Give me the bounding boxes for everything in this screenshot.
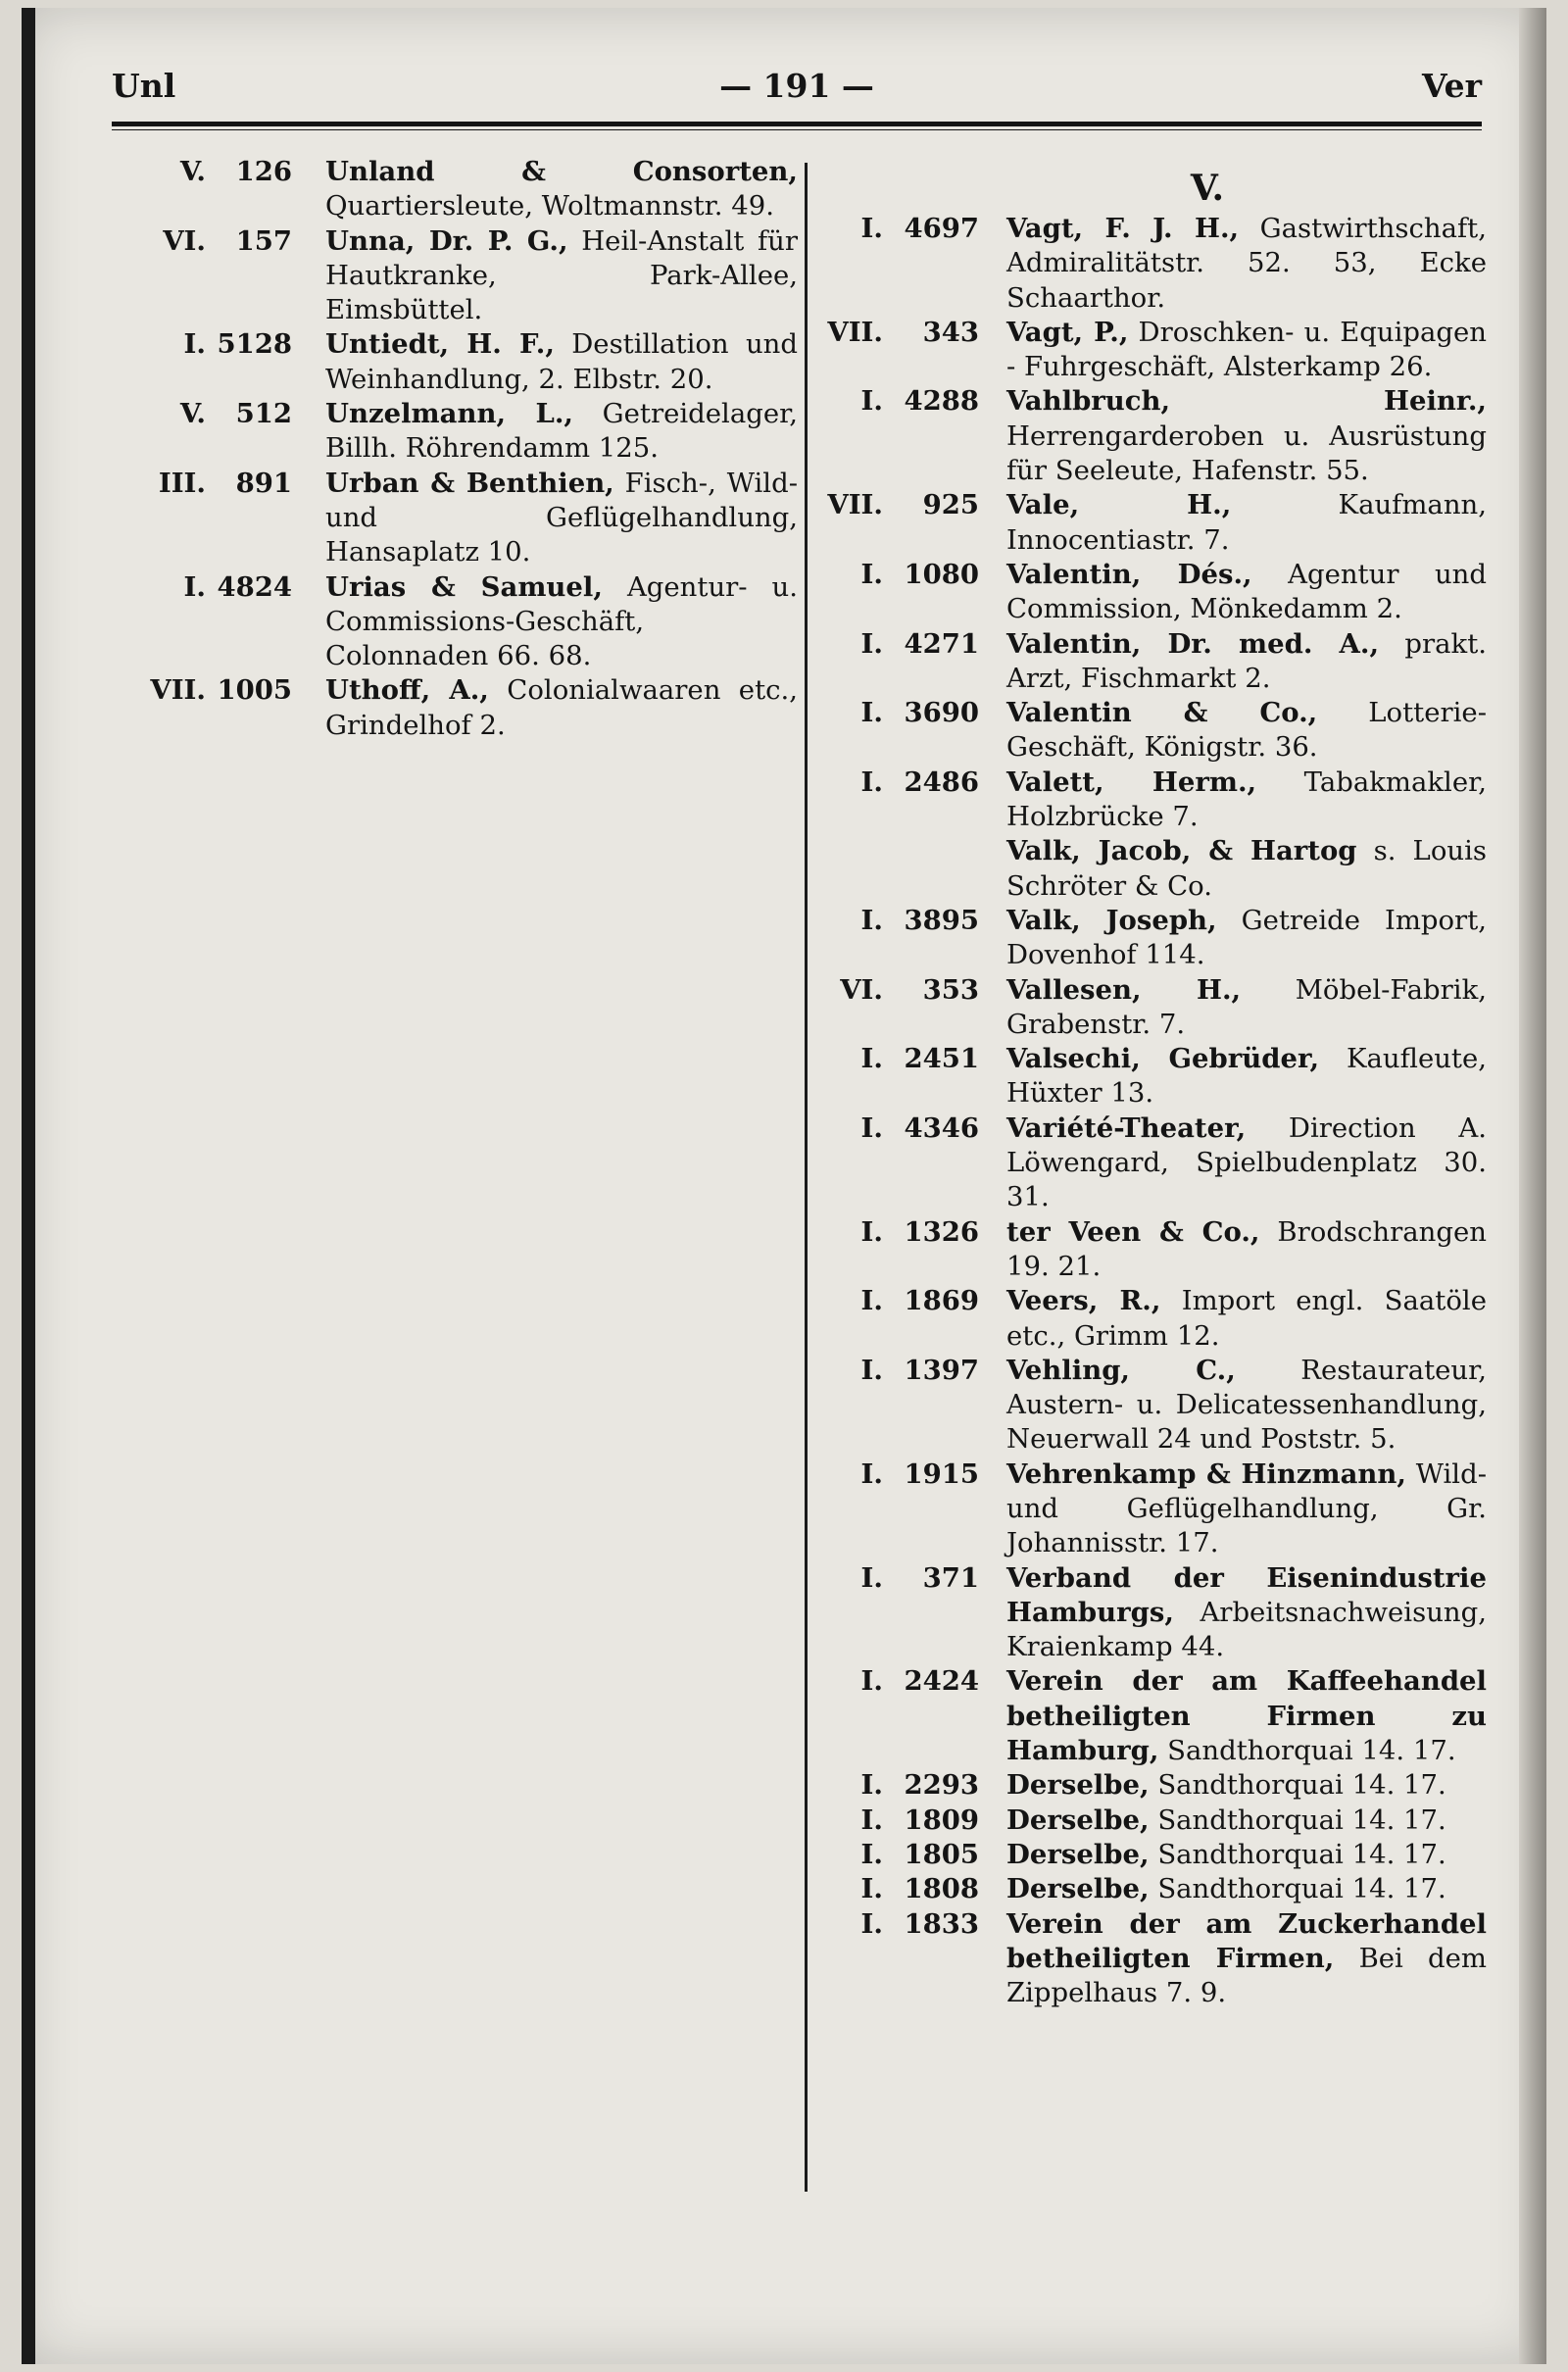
directory-entry (820, 1112, 1487, 1215)
entry-details: Colonialwaaren etc., Grindelhof 2. (325, 674, 799, 741)
directory-entry (820, 1804, 1487, 1838)
entry-number: 4697 (904, 213, 979, 244)
entry-text (1006, 904, 1487, 973)
entry-name: Vagt, F. J. H., (1006, 213, 1240, 244)
entry-text (1006, 1561, 1487, 1665)
directory-entry (820, 1458, 1487, 1561)
directory-entry (820, 1561, 1487, 1665)
entry-district: I. (860, 1769, 883, 1802)
entry-text (1006, 973, 1487, 1043)
entry-text (1006, 1768, 1487, 1803)
directory-entry (820, 834, 1487, 904)
entry-text (325, 224, 798, 328)
entry-text (1006, 1838, 1487, 1872)
entry-details: Destillation und Weinhandlung, 2. Elbstr. 20. (325, 328, 798, 395)
directory-entry (112, 570, 798, 674)
entry-district: I. (860, 1907, 883, 1940)
directory-entry (820, 766, 1487, 835)
directory-entry (820, 1042, 1487, 1112)
entry-number: 1915 (904, 1458, 979, 1490)
entry-details: Getreide Import, Dovenhof 114. (1006, 904, 1487, 971)
directory-entry (112, 467, 798, 570)
entry-text (1006, 627, 1487, 697)
directory-entry (112, 327, 798, 397)
entry-number: 1326 (904, 1215, 979, 1248)
entry-text (1006, 1907, 1487, 2011)
entry-text (1006, 1042, 1487, 1112)
entry-name: Valentin, Dés., (1006, 558, 1252, 590)
section-letter: V. (1190, 168, 1225, 209)
entry-details: Bei dem Zippelhaus 7. 9. (1006, 1942, 1488, 2009)
entry-district: VII. (827, 489, 883, 521)
entry-district: I. (860, 627, 883, 660)
entry-number: 1809 (904, 1804, 979, 1836)
entry-text (325, 570, 798, 674)
page-outer-edge (1519, 8, 1546, 2364)
entry-details: Fisch-, Wild- und Geflügelhandlung, Hansaplatz 10. (325, 467, 798, 568)
entry-details: Kaufleute, Hüxter 13. (1006, 1043, 1487, 1110)
entry-name: Vagt, P., (1006, 316, 1129, 348)
entry-district: I. (860, 697, 883, 729)
directory-entry (112, 155, 798, 224)
page-header (112, 67, 1482, 116)
entry-text (1006, 766, 1487, 835)
entry-details: Arbeitsnachweisung, Kraienkamp 44. (1006, 1596, 1487, 1663)
entry-district: I. (860, 1838, 883, 1870)
entry-text (325, 155, 798, 224)
entry-details: Import engl. Saatöle etc., Grimm 12. (1006, 1285, 1487, 1352)
entry-text (1006, 1458, 1487, 1561)
entry-details: Herrengarderoben u. Ausrüstung für Seeleute, Hafenstr. 55. (1006, 420, 1487, 487)
entry-district: VII. (150, 674, 206, 707)
right-column (820, 155, 1487, 2010)
header-left-keyword: Unl (112, 67, 176, 105)
entry-name: Derselbe, (1006, 1838, 1150, 1870)
entry-district: V. (179, 398, 206, 430)
entry-details: Sandthorquai 14. 17. (1157, 1873, 1446, 1905)
entry-details: Getreidelager, Billh. Röhrendamm 125. (325, 398, 798, 465)
directory-entry (820, 1872, 1487, 1906)
entry-district: I. (183, 328, 206, 361)
entry-text (1006, 1284, 1487, 1354)
entry-number: 157 (235, 224, 292, 257)
entry-name: Veers, R., (1006, 1285, 1161, 1317)
entry-name: Verein der am Kaffeehandel betheiligten Firmen zu Hamburg, (1006, 1665, 1487, 1767)
entry-details: s. Louis Schröter & Co. (1006, 835, 1487, 902)
entry-details: Sandthorquai 14. 17. (1157, 1769, 1446, 1802)
entry-number: 891 (235, 467, 292, 499)
entry-name: Uthoff, A., (325, 674, 489, 707)
entry-name: Derselbe, (1006, 1769, 1150, 1802)
column-divider (805, 163, 808, 2192)
entry-number: 1080 (904, 558, 979, 590)
entry-number: 1808 (904, 1873, 979, 1905)
directory-entry (820, 1907, 1487, 2011)
entry-number: 126 (235, 156, 292, 187)
entry-name: Valentin, Dr. med. A., (1006, 627, 1380, 660)
entry-name: Derselbe, (1006, 1804, 1150, 1836)
entry-name: Derselbe, (1006, 1873, 1150, 1905)
entry-details: Direction A. Löwengard, Spielbudenplatz 30. 31. (1006, 1112, 1487, 1213)
page-number: — 191 — (719, 67, 874, 105)
entry-district: I. (860, 385, 883, 418)
entry-details: Restaurateur, Austern- u. Delicatessenhandlung, Neuerwall 24 und Poststr. 5. (1006, 1354, 1487, 1456)
entry-details: Heil-Anstalt für Hautkranke, Park-Allee, Eimsbüttel. (325, 224, 798, 326)
entry-name: Vale, H., (1006, 489, 1232, 521)
entry-district: VI. (840, 973, 883, 1006)
entry-number: 2424 (904, 1665, 979, 1698)
entry-district: I. (860, 1873, 883, 1905)
entry-details: prakt. Arzt, Fischmarkt 2. (1006, 627, 1487, 694)
entry-district: I. (860, 1354, 883, 1386)
entry-number: 4271 (904, 627, 979, 660)
entry-text (1006, 1804, 1487, 1838)
entry-text (1006, 212, 1487, 316)
directory-entry (112, 397, 798, 467)
entry-name: Urias & Samuel, (325, 570, 603, 603)
page-binding-edge (22, 8, 35, 2364)
directory-entry (820, 488, 1487, 558)
entry-district: I. (860, 1804, 883, 1836)
directory-entry (820, 558, 1487, 627)
header-rule (112, 122, 1482, 126)
entry-number: 1833 (904, 1907, 979, 1940)
entry-district: I. (860, 213, 883, 244)
entry-number: 1869 (904, 1285, 979, 1317)
directory-entry (820, 1768, 1487, 1803)
entry-details: Tabakmakler, Holzbrücke 7. (1006, 766, 1487, 833)
entry-number: 2451 (904, 1043, 979, 1075)
entry-name: Vehling, C., (1006, 1354, 1236, 1386)
entry-number: 1005 (217, 674, 292, 707)
entry-district: I. (860, 1215, 883, 1248)
entry-name: Valk, Joseph, (1006, 904, 1217, 936)
entry-name: Unzelmann, L., (325, 398, 573, 430)
entry-district: I. (860, 1561, 883, 1594)
entry-details: Brodschrangen 19. 21. (1006, 1215, 1487, 1282)
entry-details: Droschken- u. Equipagen - Fuhrgeschäft, Alsterkamp 26. (1006, 316, 1487, 383)
entry-name: Untiedt, H. F., (325, 328, 555, 361)
entry-number: 3690 (904, 697, 979, 729)
entry-name: Verein der am Zuckerhandel betheiligten Firmen, (1006, 1907, 1487, 1974)
entry-text (1006, 1664, 1487, 1768)
entry-number: 2293 (904, 1769, 979, 1802)
entry-district: V. (179, 156, 206, 187)
entry-text (1006, 1215, 1487, 1285)
header-rule-thin (112, 129, 1482, 130)
directory-entry (820, 627, 1487, 697)
entry-name: Valk, Jacob, & Hartog (1006, 835, 1357, 867)
entry-name: Unna, Dr. P. G., (325, 224, 568, 257)
entry-details: Lotterie-Geschäft, Königstr. 36. (1006, 697, 1487, 764)
entry-name: ter Veen & Co., (1006, 1215, 1260, 1248)
directory-entry (820, 696, 1487, 766)
entry-name: Valentin & Co., (1006, 697, 1318, 729)
entry-name: Vallesen, H., (1006, 973, 1242, 1006)
entry-text (1006, 316, 1487, 385)
entry-number: 3895 (904, 904, 979, 936)
entry-name: Valett, Herm., (1006, 766, 1257, 798)
entry-district: I. (860, 766, 883, 798)
entry-district: III. (158, 467, 206, 499)
directory-page (22, 8, 1546, 2364)
entry-name: Valsechi, Gebrüder, (1006, 1043, 1320, 1075)
entry-number: 5128 (217, 328, 292, 361)
entry-number: 371 (922, 1561, 979, 1594)
entry-text (1006, 1872, 1487, 1906)
directory-entry (820, 212, 1487, 316)
entry-details: Agentur und Commission, Mönkedamm 2. (1006, 558, 1487, 625)
entry-details: Quartiersleute, Woltmannstr. 49. (325, 190, 774, 222)
entry-district: I. (860, 904, 883, 936)
entry-district: VI. (163, 224, 206, 257)
entry-number: 343 (922, 316, 979, 348)
directory-entry (820, 316, 1487, 385)
entry-text (325, 467, 798, 570)
entry-details: Kaufmann, Innocentiastr. 7. (1006, 489, 1487, 556)
entry-number: 1397 (904, 1354, 979, 1386)
entry-details: Möbel-Fabrik, Grabenstr. 7. (1006, 973, 1487, 1040)
directory-entry (820, 1215, 1487, 1285)
directory-entry (112, 673, 798, 743)
entry-number: 353 (922, 973, 979, 1006)
entry-name: Vehrenkamp & Hinzmann, (1006, 1458, 1406, 1490)
entry-number: 2486 (904, 766, 979, 798)
entry-details: Gastwirthschaft, Admiralitätstr. 52. 53, Ecke Schaarthor. (1006, 213, 1487, 314)
left-column (112, 155, 798, 743)
entry-details: Sandthorquai 14. 17. (1167, 1735, 1456, 1767)
entry-number: 512 (235, 398, 292, 430)
entry-text (1006, 1112, 1487, 1215)
entry-text (1006, 558, 1487, 627)
entry-text (325, 673, 798, 743)
entry-details: Wild- und Geflügelhandlung, Gr. Johannisstr. 17. (1006, 1458, 1487, 1559)
directory-entry (820, 1664, 1487, 1768)
entry-text (1006, 1354, 1487, 1458)
directory-entry (820, 973, 1487, 1043)
entry-text (1006, 488, 1487, 558)
entry-name: Urban & Benthien, (325, 467, 614, 499)
directory-entry (820, 1354, 1487, 1458)
entry-details: Sandthorquai 14. 17. (1157, 1804, 1446, 1836)
entry-text (1006, 834, 1487, 904)
entry-number: 4824 (217, 570, 292, 603)
entry-district: VII. (827, 316, 883, 348)
directory-entry (820, 384, 1487, 488)
entry-district: I. (860, 1043, 883, 1075)
right-entry-list (820, 212, 1487, 2010)
entry-name: Unland & Consorten, (325, 156, 798, 187)
entry-district: I. (860, 1285, 883, 1317)
header-right-keyword: Ver (1422, 67, 1482, 105)
directory-entry (820, 1838, 1487, 1872)
entry-text (325, 327, 798, 397)
entry-name: Verband der Eisenindustrie Hamburgs, (1006, 1561, 1487, 1628)
entry-details: Sandthorquai 14. 17. (1157, 1838, 1446, 1870)
entry-text (1006, 696, 1487, 766)
entry-name: Vahlbruch, Heinr., (1006, 385, 1487, 418)
entry-district: I. (860, 1665, 883, 1698)
entry-number: 925 (922, 489, 979, 521)
directory-entry (820, 1284, 1487, 1354)
entry-number: 4288 (904, 385, 979, 418)
entry-district: I. (860, 1112, 883, 1144)
entry-number: 1805 (904, 1838, 979, 1870)
entry-name: Variété-Theater, (1006, 1112, 1247, 1144)
entry-text (1006, 384, 1487, 488)
entry-details: Agentur- u. Commissions-Geschäft, Colonnaden 66. 68. (325, 570, 799, 672)
entry-district: I. (183, 570, 206, 603)
directory-entry (820, 904, 1487, 973)
entry-number: 4346 (904, 1112, 979, 1144)
entry-district: I. (860, 1458, 883, 1490)
directory-entry (112, 224, 798, 328)
entry-district: I. (860, 558, 883, 590)
entry-text (325, 397, 798, 467)
